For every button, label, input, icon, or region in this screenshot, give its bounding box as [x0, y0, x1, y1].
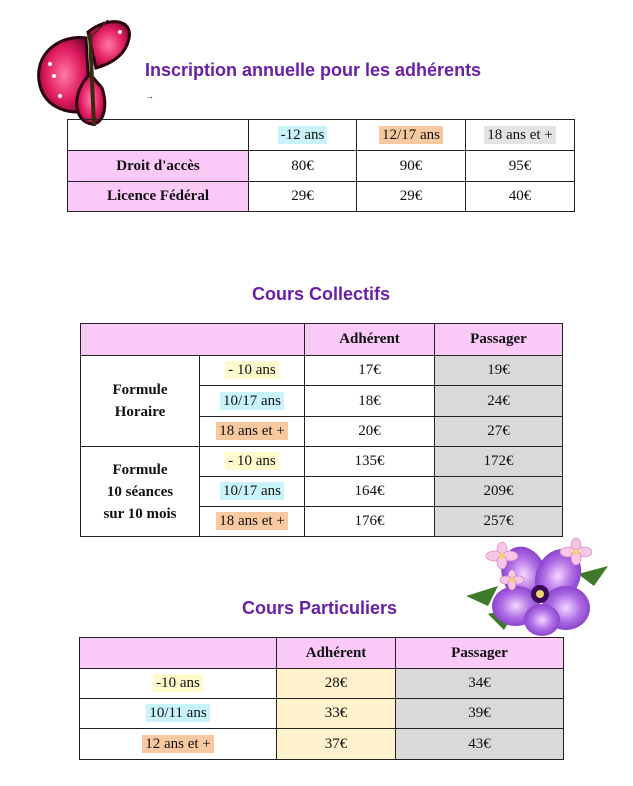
passager-price: 43€ [396, 729, 564, 760]
collectifs-table [80, 323, 563, 537]
passager-price: 24€ [435, 386, 563, 417]
adherent-price: 28€ [277, 669, 396, 699]
flower-icon [458, 536, 618, 640]
col-passager: Passager [435, 324, 563, 356]
age-group-header: 18 ans et + [484, 126, 556, 144]
adherent-price: 135€ [305, 447, 435, 477]
butterfly-icon [30, 14, 140, 136]
inscription-table [67, 119, 575, 212]
adherent-price: 17€ [305, 356, 435, 386]
particuliers-title: Cours Particuliers [242, 598, 398, 618]
passager-price: 209€ [435, 477, 563, 507]
age-group-header: 12/17 ans [379, 126, 443, 144]
row-label: Droit d'accès [68, 151, 249, 182]
row-label: Licence Fédéral [68, 182, 249, 212]
price-cell: 29€ [357, 182, 466, 212]
particuliers-table [79, 637, 564, 760]
formule-horaire-label: Formule Horaire [81, 356, 200, 447]
passager-price: 27€ [435, 417, 563, 447]
price-cell: 80€ [249, 151, 357, 182]
price-cell: 95€ [466, 151, 575, 182]
inscription-title: Inscription annuelle pour les adhérents [145, 60, 482, 80]
age-label: 18 ans et + [216, 422, 288, 440]
adherent-price: 176€ [305, 507, 435, 537]
price-cell: 40€ [466, 182, 575, 212]
passager-price: 19€ [435, 356, 563, 386]
passager-price: 34€ [396, 669, 564, 699]
adherent-price: 20€ [305, 417, 435, 447]
passager-price: 172€ [435, 447, 563, 477]
col-passager: Passager [396, 638, 564, 669]
adherent-price: 18€ [305, 386, 435, 417]
price-cell: 90€ [357, 151, 466, 182]
age-label: 10/17 ans [220, 392, 284, 410]
col-adherent: Adhérent [305, 324, 435, 356]
age-label: 10/17 ans [220, 482, 284, 500]
age-label: - 10 ans [225, 452, 279, 470]
col-adherent: Adhérent [277, 638, 396, 669]
age-label: 12 ans et + [142, 735, 214, 753]
age-label: 18 ans et + [216, 512, 288, 530]
price-cell: 29€ [249, 182, 357, 212]
age-label: - 10 ans [225, 361, 279, 379]
age-label: -10 ans [153, 674, 203, 692]
formule-10-label: Formule 10 séances sur 10 mois [81, 447, 200, 537]
passager-price: 257€ [435, 507, 563, 537]
arrow-icon: → [145, 91, 154, 101]
adherent-price: 37€ [277, 729, 396, 760]
age-group-header: -12 ans [278, 126, 328, 144]
adherent-price: 33€ [277, 699, 396, 729]
adherent-price: 164€ [305, 477, 435, 507]
age-label: 10/11 ans [146, 704, 209, 722]
collectifs-title: Cours Collectifs [252, 284, 391, 304]
passager-price: 39€ [396, 699, 564, 729]
